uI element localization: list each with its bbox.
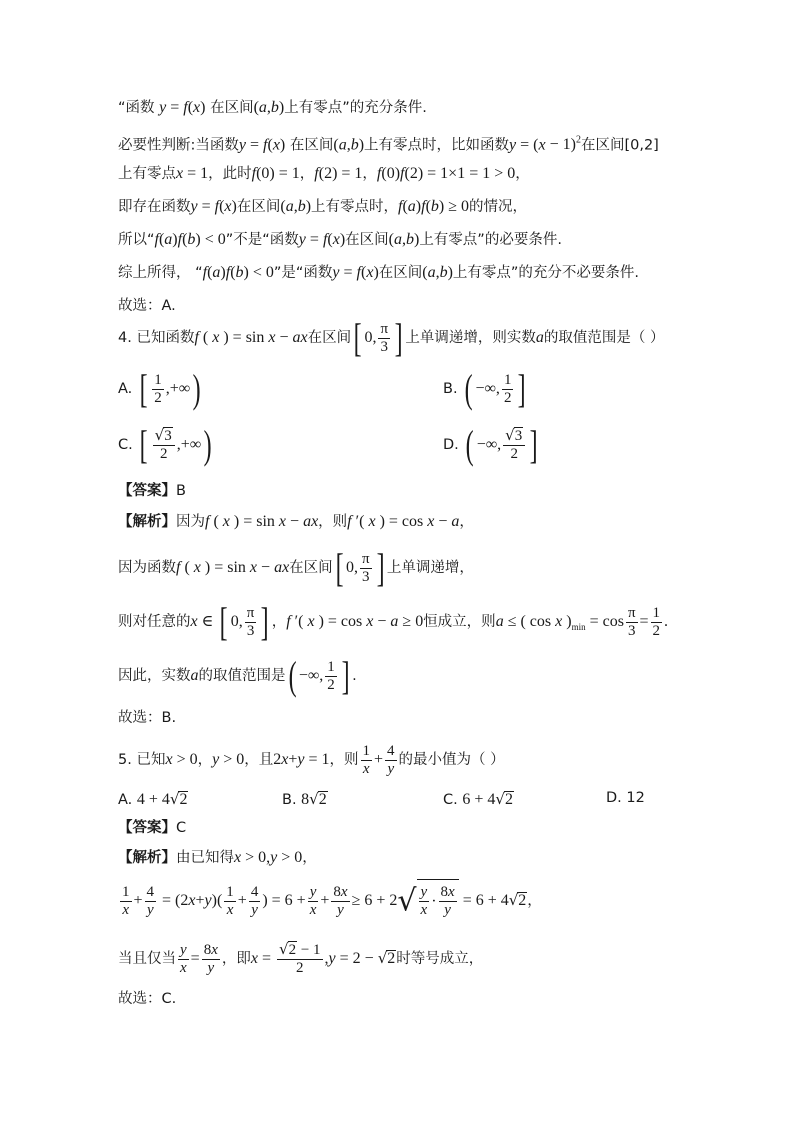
text: ”不是“函数 <box>225 232 299 248</box>
text: 当且仅当 <box>118 951 176 967</box>
text-line-4: 即存在函数y = f(x)在区间(a,b)上有零点时，f(a)f(b) ≥ 0的情况， <box>118 198 528 215</box>
option-b: B. 8√2 <box>282 790 327 808</box>
text: 上有零点”的必要条件. <box>419 232 562 248</box>
text: ，且 <box>244 752 274 768</box>
text: 上有零点时， <box>311 199 399 215</box>
text: ， <box>271 614 287 630</box>
text-line-5: 所以“f(a)f(b) < 0”不是“函数y = f(x)在区间(a,b)上有零点”的必要条件. <box>118 231 562 248</box>
option-label: B. <box>282 792 297 808</box>
option-a: A. 4 + 4√2 <box>118 790 188 808</box>
analysis-label: 【解析】 <box>118 514 176 530</box>
option-label: C. <box>118 437 133 453</box>
text: ”是“函数 <box>273 265 333 281</box>
text: ， <box>515 166 530 182</box>
text: ，此时 <box>208 166 252 182</box>
analysis-4-line-2: 因为函数f ( x ) = sin x − ax在区间[ 0, $\frac{\pi}{3}$ ] 上单调递增， <box>118 545 474 590</box>
answer-5 <box>118 818 186 838</box>
option-c: C. 6 + 4√2 <box>443 790 513 808</box>
question-4: 4. 已知函数f ( x ) = sin x − ax在区间[ 0, $\frac{\pi}{3}$ ] 上单调递增，则实数a的取值范围是（ ） <box>118 315 665 360</box>
analysis-5-line-2: $\frac{1}{x}$ + $\frac{4}{y}$ = (2x+y)( $\frac{1}{x}$ + $\frac{4}{y}$ ) = 6 + $\frac{y}{x}$ + $\frac{8x}{y}$ ≥ 6 + 2√ $\frac{y}{x}$ · $\frac{8x}{y}$ = 6 + 4√2， <box>118 878 542 924</box>
option-label: B. <box>443 381 458 397</box>
text: 在区间 <box>236 199 281 215</box>
text: 上有零点 <box>118 166 176 182</box>
text-line-7: 故选：A. <box>118 298 176 314</box>
text: 上有零点”的充分不必要条件. <box>452 265 640 281</box>
analysis-5-line-3: 当且仅当 $\frac{y}{x}$ = $\frac{8x}{y}$ ，即x = $\frac{√2 - 1}{2}$ ,y = 2 − √2时等号成立， <box>118 940 484 976</box>
text: 即存在函数 <box>118 199 191 215</box>
text: 因此，实数 <box>118 668 191 684</box>
answer-label: 【答案】 <box>118 820 176 836</box>
text: 恒成立，则 <box>423 614 496 630</box>
text: 上单调递增，则实数 <box>405 330 536 346</box>
text: 在区间 <box>378 265 423 281</box>
text: 时等号成立， <box>396 951 484 967</box>
text-line-2: 必要性判断:当函数y = f(x) 在区间(a,b)上有零点时，比如函数$y = (x - 1)^2$在区间[0,2] <box>118 135 659 154</box>
text: 因为函数 <box>118 560 176 576</box>
text: 在区间 <box>289 560 333 576</box>
text: 的最小值为（ ） <box>398 752 505 768</box>
text: ， <box>197 752 213 768</box>
text: 必要性判断:当函数 <box>118 137 239 154</box>
text: 则对任意的 <box>118 614 191 630</box>
text-line-3: 上有零点x = 1，此时f(0) = 1，f(2) = 1，f(0)f(2) = 1×1 = 1 > 0， <box>118 165 530 182</box>
text: . <box>352 668 357 684</box>
analysis-4-line-5: 故选：B. <box>118 710 177 726</box>
text: “函数 <box>118 100 155 116</box>
option-b: B. ( −∞, $\frac{1}{2}$ ] <box>443 366 527 411</box>
text: 上单调递增， <box>386 560 474 576</box>
text: 所以“ <box>118 232 155 248</box>
question-5: 5. 已知x > 0，y > 0，且2x+y = 1，则 $\frac{1}{x}$ + $\frac{4}{y}$ 的最小值为（ ） <box>118 742 505 777</box>
text: 由已知得 <box>176 850 234 866</box>
analysis-4-line-1: 【解析】因为f ( x ) = sin x − ax，则f ′( x ) = cos x − a， <box>118 513 474 530</box>
text: 在区间[0,2] <box>580 137 659 154</box>
analysis-5-line-1: 【解析】由已知得x > 0,y > 0， <box>118 849 317 866</box>
text-line-6: 综上所得， “f(a)f(b) < 0”是“函数y = f(x)在区间(a,b)上有零点”的充分不必要条件. <box>118 264 640 281</box>
answer-value: C <box>176 820 187 836</box>
option-a: A. [ $\frac{1}{2}$ ,+∞) <box>118 366 201 411</box>
answer-4 <box>118 481 186 501</box>
analysis-4-line-3: 则对任意的x ∈ [ 0, $\frac{\pi}{3}$ ] ，f ′( x ) = cos x − a ≥ 0恒成立，则a ≤ ( cos x )$_{min} = \cos$ $\frac{\pi}{3}$ = $\frac{1}{2}$ . <box>118 599 669 644</box>
analysis-4-line-4: 因此，实数a的取值范围是( −∞, $\frac{1}{2}$ ] . <box>118 653 357 698</box>
text: ， <box>459 514 474 530</box>
text: 的取值范围是 <box>198 668 286 684</box>
answer-value: B <box>176 483 186 499</box>
option-label: A. <box>118 381 133 397</box>
text: 在区间 <box>307 330 352 346</box>
option-label: C. <box>443 792 458 808</box>
text: 的情况， <box>469 199 528 215</box>
answer-label: 【答案】 <box>118 483 176 499</box>
question-number: 4. 已知函数 <box>118 330 195 346</box>
option-d: D. ( −∞, $\frac{√3}{2}$ ] <box>443 422 538 467</box>
text-line-1: “函数 y = f(x) 在区间(a,b)上有零点”的充分条件. <box>118 99 427 116</box>
option-c: C. [ $\frac{√3}{2}$ ,+∞) <box>118 422 212 467</box>
analysis-label: 【解析】 <box>118 850 176 866</box>
option-label: A. <box>118 792 133 808</box>
text: ，则 <box>329 752 359 768</box>
text: 综上所得， “ <box>118 265 203 281</box>
text: 的取值范围是（ ） <box>543 330 665 346</box>
text: ，则 <box>318 514 348 530</box>
text: ， <box>299 166 315 182</box>
text: ， <box>362 166 377 182</box>
text: 上有零点时，比如函数 <box>364 137 510 154</box>
text: 因为 <box>176 514 205 530</box>
text: 在区间 <box>210 100 254 116</box>
analysis-5-line-4: 故选：C. <box>118 991 177 1007</box>
text: ，即 <box>221 951 251 967</box>
option-d: D. 12 <box>606 790 645 806</box>
text: 上有零点”的充分条件. <box>284 100 427 116</box>
question-number: 5. 已知 <box>118 752 166 768</box>
option-label: D. <box>443 437 459 453</box>
text: 在区间 <box>345 232 389 248</box>
text: 在区间 <box>289 137 334 154</box>
